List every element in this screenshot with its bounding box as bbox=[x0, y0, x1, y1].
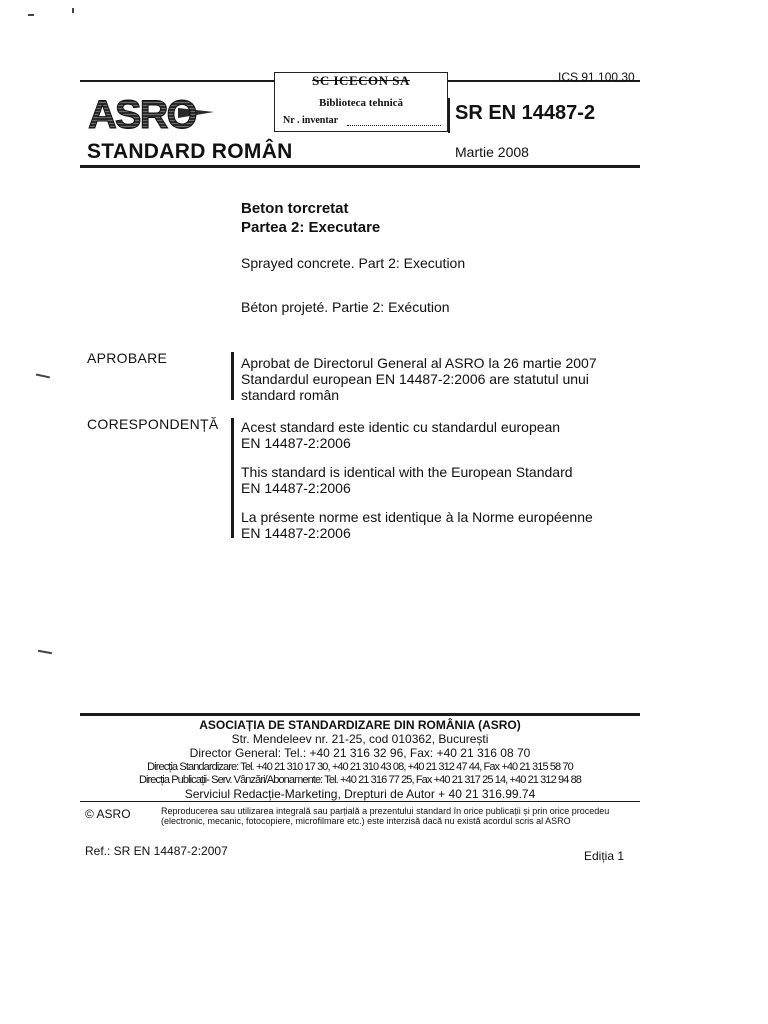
footer-publications: Direcția Publicații- Serv. Vânzări/Abonamente: Tel. +40 21 316 77 25, Fax +40 21 317 25 14, +40 21 312 94 88 bbox=[138, 774, 582, 786]
library-stamp bbox=[274, 72, 448, 132]
stamp-inventory-label: Nr . inventar bbox=[283, 115, 339, 126]
correspondence-line: EN 14487-2:2006 bbox=[241, 435, 351, 451]
footer-director: Director General: Tel.: +40 21 316 32 96, Fax: +40 21 316 08 70 bbox=[189, 746, 531, 760]
correspondence-bar bbox=[231, 418, 234, 538]
reference-code: Ref.: SR EN 14487-2:2007 bbox=[85, 844, 228, 858]
correspondence-line: EN 14487-2:2006 bbox=[241, 525, 351, 541]
stamp-inventory-line bbox=[347, 125, 441, 126]
header-vertical-rule bbox=[448, 98, 450, 133]
title-english: Sprayed concrete. Part 2: Execution bbox=[241, 255, 466, 271]
title-romanian-line1: Beton torcretat bbox=[241, 200, 349, 217]
footer-standardization: Direcția Standardizare: Tel. +40 21 310 17 30, +40 21 310 43 08, +40 21 312 47 44, Fax +40 21 315 58 70 bbox=[147, 761, 573, 773]
asro-logo bbox=[86, 92, 216, 134]
approval-line: standard român bbox=[241, 387, 340, 403]
approval-text bbox=[241, 355, 597, 403]
footer-address: Str. Mendeleev nr. 21-25, cod 010362, București bbox=[231, 732, 489, 746]
scan-speck bbox=[38, 650, 52, 654]
footer-marketing: Serviciul Redacție-Marketing, Drepturi de Autor + 40 21 316.99.74 bbox=[184, 787, 536, 801]
footer-top-rule bbox=[80, 713, 640, 716]
correspondence-line: Acest standard este identic cu standardul european bbox=[241, 419, 561, 435]
edition: Ediția 1 bbox=[584, 849, 625, 863]
correspondence-line: La présente norme est identique à la Norme européenne bbox=[241, 509, 593, 525]
publication-date: Martie 2008 bbox=[455, 144, 529, 160]
approval-label: APROBARE bbox=[87, 350, 168, 366]
svg-text:ASRO: ASRO bbox=[88, 93, 196, 134]
stamp-library: Biblioteca tehnică bbox=[318, 97, 404, 109]
approval-line: Aprobat de Directorul General al ASRO la 26 martie 2007 bbox=[241, 355, 597, 371]
copyright-notice: Reproducerea sau utilizarea integrală sau parțială a prezentului standard în orice publicații și prin orice procedeu (electronic, mecanic, fotocopiere, microfilmare etc.) este interzisă dacă nu există acordul scris al ASRO bbox=[161, 806, 610, 826]
scan-speck bbox=[72, 8, 74, 13]
approval-line: Standardul european EN 14487-2:2006 are statutul unui bbox=[241, 371, 589, 387]
standard-code: SR EN 14487-2 bbox=[455, 102, 596, 124]
correspondence-line: EN 14487-2:2006 bbox=[241, 480, 351, 496]
approval-bar bbox=[231, 352, 234, 400]
correspondence-paragraph bbox=[241, 509, 593, 541]
correspondence-paragraph bbox=[241, 419, 560, 451]
correspondence-label: CORESPONDENȚĂ bbox=[87, 416, 219, 432]
scan-speck bbox=[28, 14, 34, 16]
copyright: © ASRO bbox=[85, 807, 131, 821]
title-french: Béton projeté. Partie 2: Exécution bbox=[241, 299, 450, 315]
header-bottom-rule bbox=[80, 165, 640, 168]
footer-mid-rule bbox=[80, 801, 640, 802]
correspondence-line: This standard is identical with the European Standard bbox=[241, 464, 573, 480]
correspondence-paragraph bbox=[241, 464, 573, 496]
footer-org: ASOCIAȚIA DE STANDARDIZARE DIN ROMÂNIA (ASRO) bbox=[199, 718, 521, 732]
ics-code: ICS 91.100.30 bbox=[558, 70, 635, 84]
stamp-company: SC ICECON SA bbox=[312, 73, 410, 88]
title-romanian-line2: Partea 2: Executare bbox=[241, 219, 381, 236]
scan-speck bbox=[36, 374, 50, 378]
standard-type: STANDARD ROMÂN bbox=[87, 140, 293, 163]
